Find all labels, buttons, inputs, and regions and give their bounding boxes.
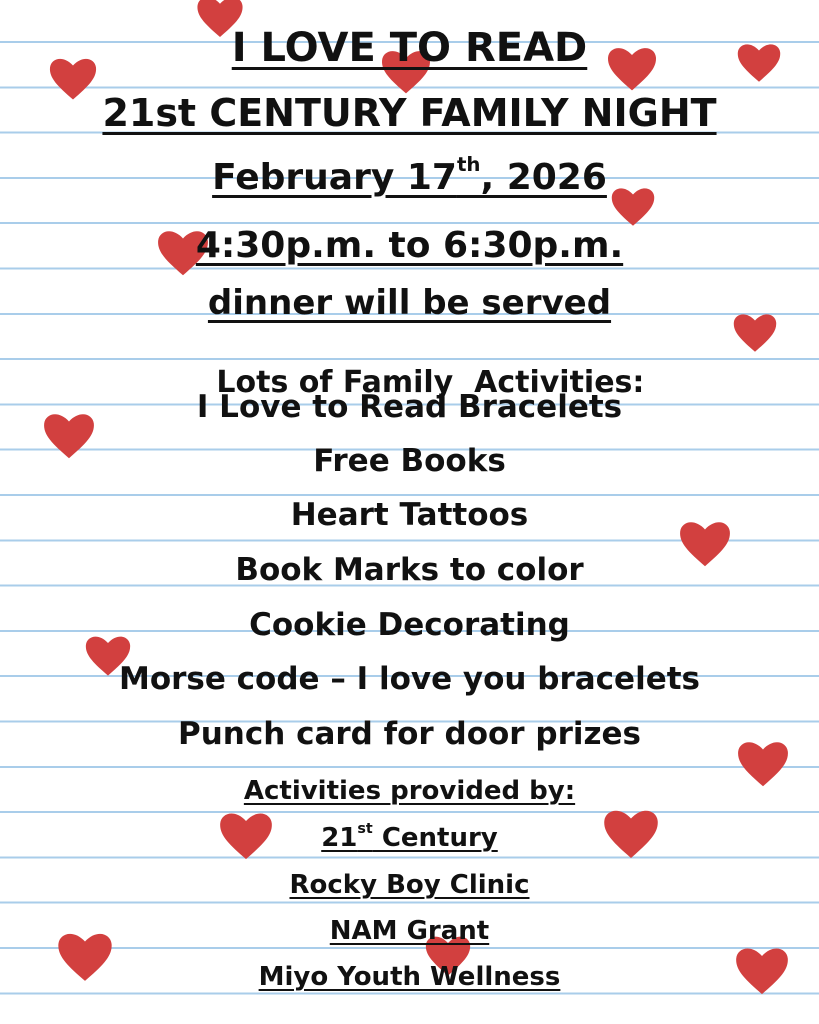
activity-item: Punch card for door prizes: [177, 716, 642, 752]
flyer-subtitle-text: 21st CENTURY FAMILY NIGHT: [102, 91, 717, 135]
event-date-year: , 2026: [480, 157, 607, 198]
sponsor-item: [0, 872, 819, 898]
flyer-title: [0, 25, 819, 71]
event-time-text: 4:30p.m. to 6:30p.m.: [195, 225, 624, 266]
event-date: [0, 153, 819, 198]
flyer-title-text: I LOVE TO READ: [231, 25, 588, 71]
sponsor-text: Rocky Boy Clinic: [289, 870, 530, 900]
dinner-note: [0, 283, 819, 323]
sponsors-heading-text: Activities provided by:: [243, 776, 576, 806]
sponsor-number: 21: [321, 823, 358, 853]
event-date-month: February 17: [212, 157, 457, 198]
dinner-note-text: dinner will be served: [207, 283, 612, 323]
sponsors-heading: [0, 778, 819, 804]
activity-item: Heart Tattoos: [290, 497, 529, 533]
activity-item: Morse code – I love you bracelets: [118, 661, 701, 697]
flyer-subtitle: [0, 91, 819, 135]
activity-item: Cookie Decorating: [249, 607, 570, 643]
sponsor-item: [0, 964, 819, 990]
activity-item: Book Marks to color: [235, 552, 584, 588]
sponsor-suffix: st: [357, 821, 373, 838]
activity-item: Free Books: [313, 443, 506, 479]
sponsor-item: [0, 821, 819, 853]
activity-item: I Love to Read Bracelets: [196, 389, 623, 425]
sponsor-21st-century: [321, 823, 498, 853]
sponsor-item: [0, 918, 819, 944]
sponsor-text: NAM Grant: [329, 916, 490, 946]
event-time: [0, 225, 819, 266]
activities-heading-text: Lots of Family Activities:: [216, 365, 645, 400]
event-date-text: [212, 153, 607, 198]
event-date-suffix: th: [456, 153, 481, 177]
sponsor-rest: Century: [372, 823, 498, 853]
sponsor-text: Miyo Youth Wellness: [258, 962, 561, 992]
